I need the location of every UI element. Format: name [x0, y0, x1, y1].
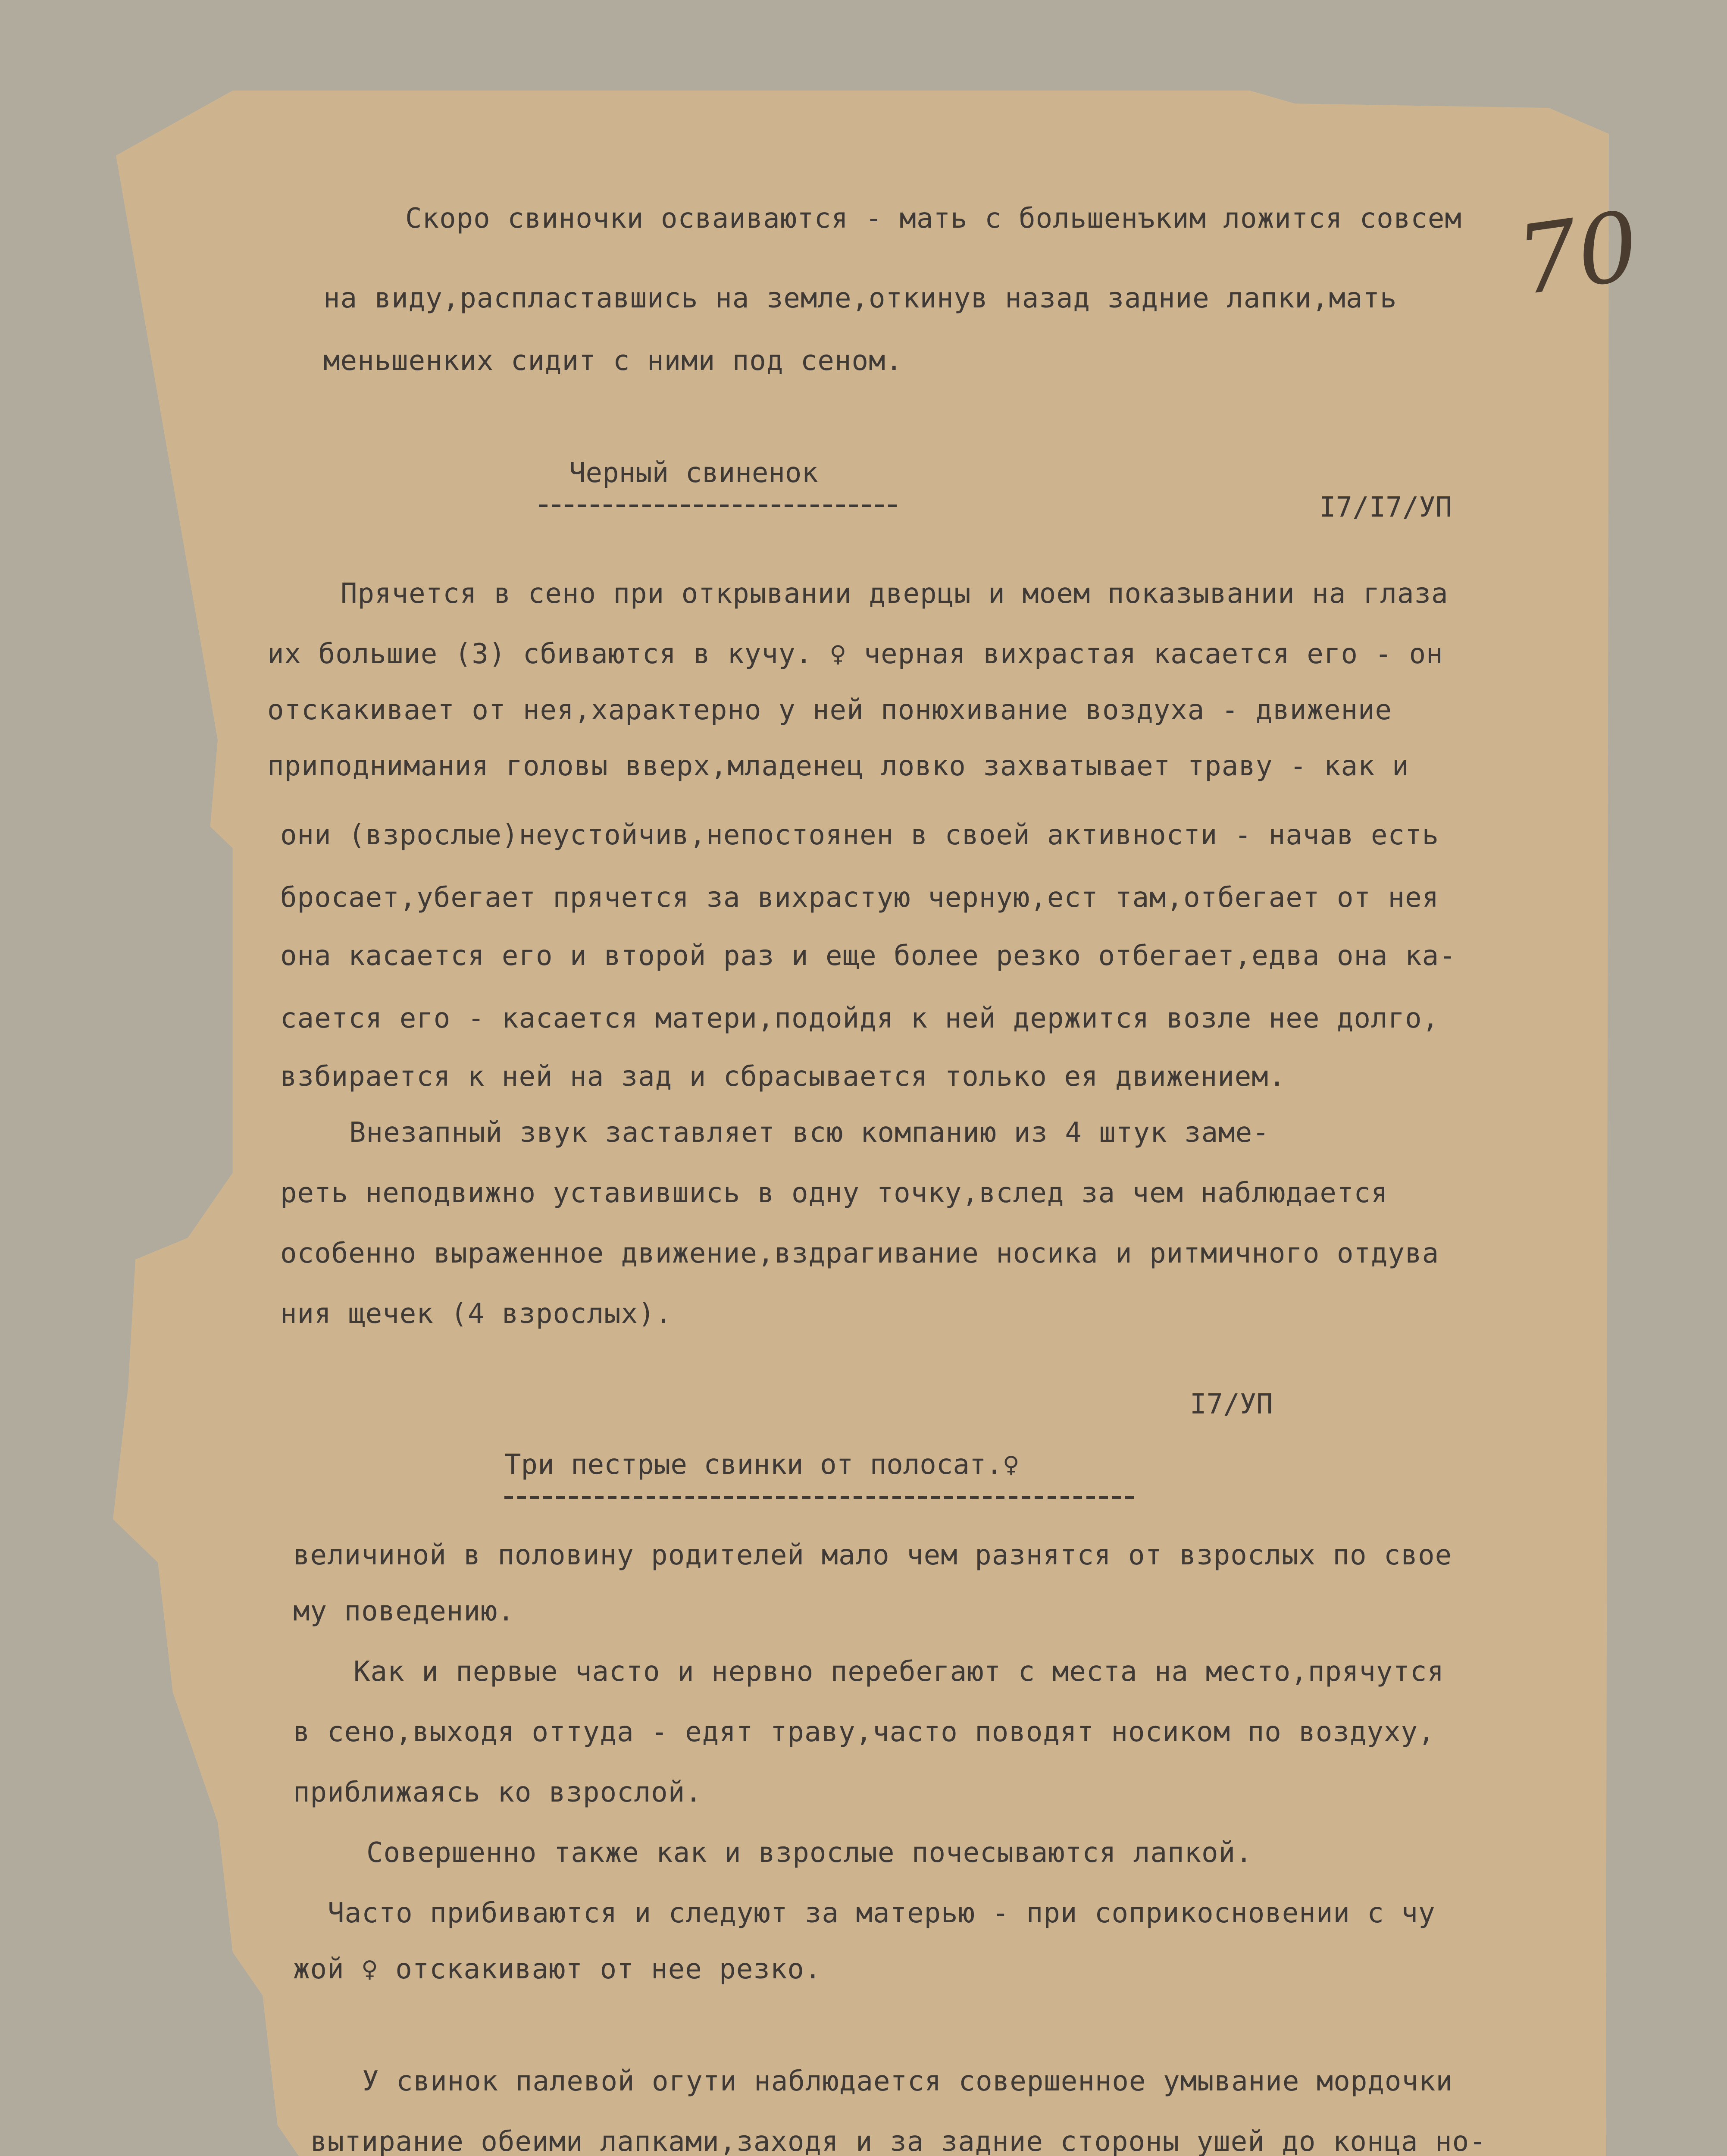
section-1-line-2: их большие (3) сбиваются в кучу. ♀ черная вихрастая касается его - он: [267, 638, 1443, 670]
paragraph-1-line-3: меньшенких сидит с ними под сеном.: [323, 345, 903, 377]
section-1-line-9: взбирается к ней на зад и сбрасывается только ея движением.: [280, 1061, 1286, 1093]
section-2-title: Три пестрые свинки от полосат.♀: [504, 1449, 1020, 1481]
section-1-line-13: ния щечек (4 взрослых).: [280, 1298, 673, 1330]
section-2-line-8: жой ♀ отскакивают от нее резко.: [293, 1953, 822, 1985]
section-1-line-5: они (взрослые)неустойчив,непостоянен в своей активности - начав есть: [280, 819, 1439, 851]
section-2-line-10: вытирание обеими лапками,заходя и за задние стороны ушей до конца но-: [310, 2126, 1486, 2156]
section-2-line-3: Как и первые часто и нервно перебегают с места на место,прячутся: [354, 1656, 1444, 1688]
section-1-line-1: Прячется в сено при открывании дверцы и моем показывании на глаза: [341, 578, 1449, 610]
section-1-line-11: реть неподвижно уставившись в одну точку,вслед за чем наблюдается: [280, 1177, 1388, 1209]
section-2-line-4: в сено,выходя оттуда - едят траву,часто поводят носиком по воздуху,: [293, 1716, 1435, 1748]
section-1-line-3: отскакивает от нея,характерно у ней понюхивание воздуха - движение: [267, 694, 1392, 726]
section-1-title: Черный свиненок: [569, 457, 818, 489]
section-1-line-12: особенно выраженное движение,вздрагивание носика и ритмичного отдува: [280, 1238, 1439, 1269]
page-number-handwritten: 70: [1510, 190, 1646, 317]
section-2-line-9: У свинок палевой огути наблюдается совершенное умывание мордочки: [362, 2065, 1453, 2097]
section-2-line-1: величиной в половину родителей мало чем разнятся от взрослых по свое: [293, 1539, 1452, 1571]
section-1-line-6: бросает,убегает прячется за вихрастую черную,ест там,отбегает от нея: [280, 882, 1439, 914]
section-2-line-6: Совершенно также как и взрослые почесываются лапкой.: [366, 1837, 1253, 1869]
section-2-date: I7/УП: [1190, 1388, 1273, 1420]
section-1-title-underline: [539, 505, 897, 507]
section-1-line-7: она касается его и второй раз и еще более резко отбегает,едва она ка-: [280, 940, 1456, 972]
section-1-line-8: сается его - касается матери,подойдя к ней держится возле нее долго,: [280, 1003, 1439, 1034]
section-1-date: I7/I7/УП: [1319, 492, 1452, 523]
section-2-line-7: Часто прибиваются и следуют за матерью - при соприкосновении с чу: [328, 1897, 1436, 1929]
section-2-line-5: приближаясь ко взрослой.: [293, 1777, 702, 1808]
section-1-line-4: приподнимания головы вверх,младенец ловко захватывает траву - как и: [267, 750, 1409, 782]
section-1-line-10: Внезапный звук заставляет всю компанию из 4 штук заме-: [349, 1117, 1270, 1149]
paragraph-1-line-1: Скоро свиночки осваиваются - мать с большенъким ложится совсем: [405, 203, 1462, 235]
paragraph-1-line-2: на виду,распластавшись на земле,откинув назад задние лапки,мать: [323, 282, 1397, 314]
section-2-line-2: му поведению.: [293, 1595, 515, 1627]
section-2-title-underline: [504, 1496, 1134, 1499]
